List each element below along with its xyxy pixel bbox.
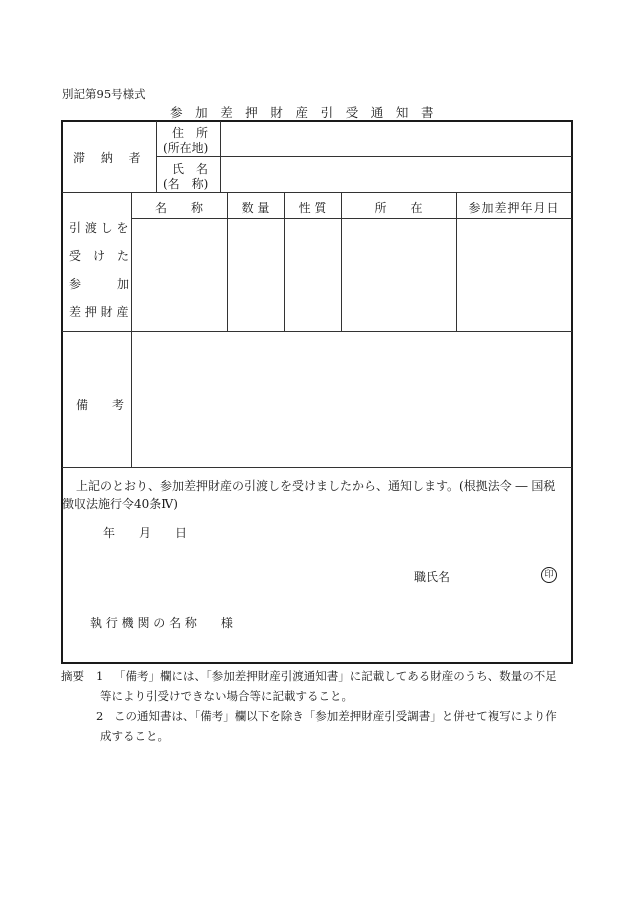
note-1-line-1: 「備考」欄には、「参加差押財産引渡通知書」に記載してある財産のうち、数量の不足: [114, 669, 557, 683]
address-field[interactable]: [222, 122, 570, 155]
rule-taxpayer-field: [220, 121, 221, 192]
note-1-line-2: 等により引受けできない場合等に記載すること。: [100, 689, 353, 703]
property-label-line-4: 差 押 財 産: [69, 305, 129, 319]
page-title: 参加差押財産引受通知書: [170, 105, 447, 120]
declaration-line-2: 徴収法施行令40条Ⅳ): [62, 497, 178, 511]
agency-label: 執 行 機 関 の 名 称 様: [90, 616, 233, 630]
note-2-line-2: 成すること。: [100, 729, 169, 743]
declaration-line-1: 上記のとおり、参加差押財産の引渡しを受けましたから、通知します。(根拠法令 ― 国税: [76, 479, 556, 493]
property-cell-location[interactable]: [343, 220, 455, 330]
date-label: 年 月 日: [103, 526, 188, 540]
column-location: 所 在: [374, 201, 423, 215]
official-name-field[interactable]: [452, 565, 538, 583]
rule-taxpayer-label: [156, 121, 157, 192]
note-2-number: 2: [96, 709, 104, 723]
property-cell-nature[interactable]: [286, 220, 340, 330]
column-name: 名 称: [154, 201, 203, 215]
seal-mark: 印: [541, 567, 557, 583]
taxpayer-label: 滞 納 者: [73, 151, 147, 165]
declaration-text: [62, 477, 576, 513]
remarks-label: 備 考: [76, 398, 125, 412]
note-2-line-1: この通知書は、「備考」欄以下を除き「参加差押財産引受調書」と併せて複写により作: [114, 709, 557, 723]
name-label: 氏 名: [172, 162, 209, 176]
rule-property-label: [131, 192, 132, 467]
notes-heading: 摘要: [61, 669, 84, 683]
column-attachment-date: 参加差押年月日: [468, 201, 560, 215]
property-cell-date[interactable]: [458, 220, 571, 330]
rule-address-name: [156, 156, 572, 157]
note-1-number: 1: [96, 669, 104, 683]
remarks-field[interactable]: [133, 333, 570, 465]
rule-column-header: [131, 218, 572, 219]
property-label-line-1: 引 渡 し を: [69, 221, 129, 235]
rule-remarks-bottom: [62, 467, 572, 468]
form-number: 別記第95号様式: [62, 87, 146, 101]
property-cell-name[interactable]: [133, 220, 226, 330]
official-label: 職氏名: [414, 570, 451, 584]
property-cell-quantity[interactable]: [229, 220, 283, 330]
name-field[interactable]: [222, 158, 570, 191]
address-label-sub: (所在地): [163, 141, 209, 155]
rule-property-bottom: [62, 331, 572, 332]
property-label-line-2: 受 け た: [69, 249, 130, 263]
address-label: 住 所: [172, 126, 209, 140]
column-quantity: 数 量: [241, 201, 270, 215]
property-label-line-3: 参 加: [69, 277, 130, 291]
rule-taxpayer-bottom: [62, 192, 572, 193]
name-label-sub: (名 称): [163, 177, 209, 191]
column-nature: 性 質: [298, 201, 327, 215]
